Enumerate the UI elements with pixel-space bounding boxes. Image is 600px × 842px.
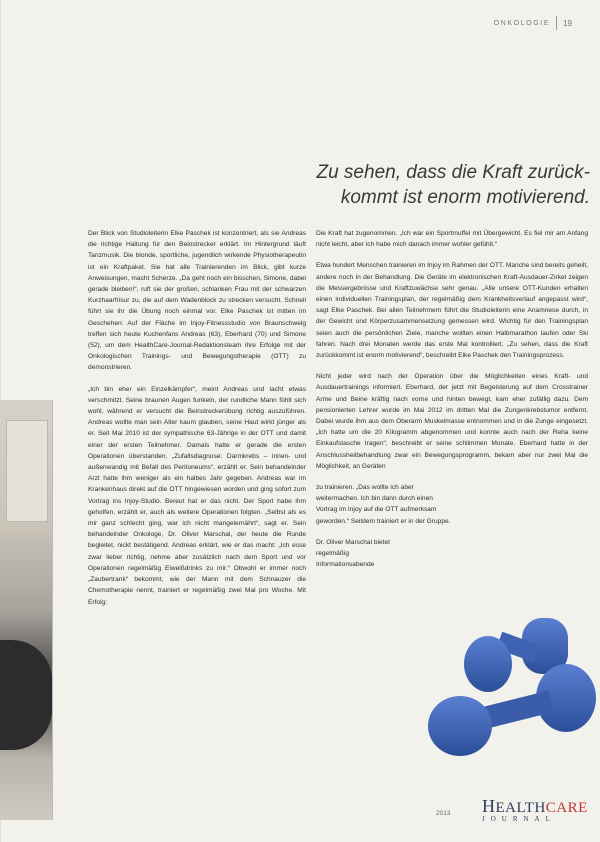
- logo-health: EALTH: [495, 800, 546, 816]
- footer-page-label: 2013: [436, 810, 451, 817]
- paragraph: zu trainieren. „Das wollte ich aber weitermachen. Ich bin dann durch einen Vortrag im Injoy auf die OTT aufmerksam geworden.“ Seitdem trainiert er in der Gruppe.: [316, 484, 451, 525]
- pull-quote-line-2: kommt ist enorm motivierend.: [340, 187, 590, 208]
- paragraph: Nicht jeder wird nach der Operation über die Möglichkeiten eines Kraft- und Ausdauertrainings informiert. Eberhard, der jetzt mit Begeisterung auf dem Crosstrainer Arme und Beine kräftig nach vorne und hinten bewegt, kam eher zufällig dazu. Dem pensionierten Lehrer wurde im Mai 2012 im dritten Mal die Zungenkrebstumor entfernt. Dabei wurde ihm aus dem Oberarm Muskelmasse entnommen und in die Zunge eingesetzt. „Ich hatte um die 20 Kilogramm abgenommen und konnte auch nach der Reha keine Einkaufstasche tragen“, beschreibt er seine schlimmen Monate. Eberhard hatte in der Anschlussheilbehandlung zwar ein Bewegungsprogramm, bekam aber nur zwei Mal die Möglichkeit, an Geräten: [316, 373, 588, 470]
- pull-quote-line-1: Zu sehen, dass die Kraft zurück-: [316, 162, 590, 183]
- article-column-2: [316, 228, 588, 580]
- paragraph: Etwa hundert Menschen trainieren im Injoy im Rahmen der OTT. Manche sind bereits geheilt, andere noch in der Behandlung. Die Geräte im elektronischen Kraft-Ausdauer-Zirkel zeigen die Messergebnisse und Kraftzuwächse sehr genau. „Alle unsere OTT-Kunden erhalten einen individuellen Trainingsplan, der regelmäßig dem Krankheitsverlauf angepasst wird“, sagt Elke Paschek. Bei allen Teilnehmern führt die Studioleiterin eine Anamnese durch, in der Gewicht und Körperzusammensetzung gemessen wird. Wichtig für den Trainingsplan seien auch die persönlichen Ziele, manche wollten einen Halbmarathon laufen oder Ski fahren. Nach drei Monaten werde das erste Mal kontrolliert. „Zu sehen, dass die Kraft zurückkommt ist enorm motivierend“, beschreibt Elke Paschek den Trainingsprozess.: [316, 262, 588, 360]
- header-divider: [556, 16, 557, 30]
- dumbbell-front: [428, 664, 596, 756]
- dumbbells-image: [402, 608, 600, 758]
- article-column-1: [88, 228, 306, 618]
- page-number: 19: [563, 18, 572, 28]
- pull-quote: [200, 160, 590, 210]
- paragraph: Die Kraft hat zugenommen. „Ich war ein Sportmuffel mit Übergewicht. Es fiel mir am Anfang nicht leicht, aber ich habe mich danach immer wohler gefühlt.“: [316, 230, 588, 249]
- logo-care: CARE: [545, 800, 588, 816]
- photo-person-silhouette: [0, 640, 52, 750]
- healthcare-journal-logo: [482, 796, 588, 824]
- logo-h: H: [482, 796, 496, 816]
- page-header: [494, 16, 572, 30]
- paragraph: „Ich bin eher ein Einzelkämpfer“, meint Andreas und lacht etwas verschmitzt. Seine braunen Augen funkeln, der rundliche Mann fühlt sich wohl, während er versucht die Beinstreckerübung richtig auszuführen. Andreas wollte man sein Alter kaum glauben, seine Haut wirkt jünger als er. Seit Mai 2010 ist der sympathische 63-Jährige in der OTT und damit einer der ersten Teilnehmer. Damals hatte er gerade die ersten Operationen überstanden. „Zufallsdiagnose: Darmkrebs – innen- und außenwandig mit Befall des Peritoneums“, erzählt er. Sein behandelnder Arzt hatte ihm weniger als ein halbes Jahr gegeben. Andreas war im Krankenhaus direkt auf die OTT hingewiesen worden und ging sofort zum Vortrag ins Injoy-Studio. Bereut hat er das nicht. Der Sport habe ihm geholfen, erzählt er, auch als weitere Operationen folgten. „Selbst als es mir ganz schlecht ging, war ich nicht mangelernährt“, sagt er. Sein behandelnder Onkologe, Dr. Oliver Marschal, der heute die Runde begleitet, nickt bestätigend. Andreas erklärt, wie er das macht: „Ich esse zwar lieber richtig, nehme aber zusätzlich nach dem Sport und vor Operationen regelmäßig Eiweißdrinks zu mir.“ Obwohl er immer noch „Zaubertrank“ bekommt, wie der Mann mit dem Schnauzer die Chemotherapie nennt, trainiert er regelmäßig zwei Mal pro Woche. Mit Erfolg:: [88, 385, 306, 606]
- paragraph: Der Blick von Studioleiterin Elke Paschek ist konzentriert, als sie Andreas die richtige Haltung für den Beinstrecker erklärt. Im Hintergrund läuft Tanzmusik. Die blonde, sportliche, jugendlich wirkende Physiotherapeutin ist ein Kraftpaket. Sie hat alle Trainierenden im Blick, gibt kurze Anweisungen, macht Scherze. „Da geht noch ein bisschen, Simone, dabei gerade bleiben!“, ruft sie der großen, schlanken Frau mit der schwarzen Kurzhaarfrisur zu, die auf dem Wadenblock zu strecken versucht. Schnell führt sie ihr die Übung noch einmal vor. Elke Paschek ist mitten im Geschehen: Auf der Fläche im Injoy-Fitnessstudio von Braunschweig treffen sich heute Kuchenfans Andreas (63), Eberhard (70) und Simone (52), um dem HealthCare-Journal-Redaktionsteam ihre Erfolge mit der Onkologischen Trainings- und Bewegungstherapie (OTT) zu demonstrieren.: [88, 230, 306, 372]
- logo-subtitle: JOURNAL: [482, 815, 556, 823]
- logo-title: [482, 796, 588, 816]
- section-label: ONKOLOGIE: [493, 19, 551, 27]
- article-photo: [0, 400, 53, 820]
- paragraph: Dr. Oliver Marschal bietet regelmäßig Informationsabende: [316, 538, 391, 569]
- photo-background-frame: [6, 420, 48, 522]
